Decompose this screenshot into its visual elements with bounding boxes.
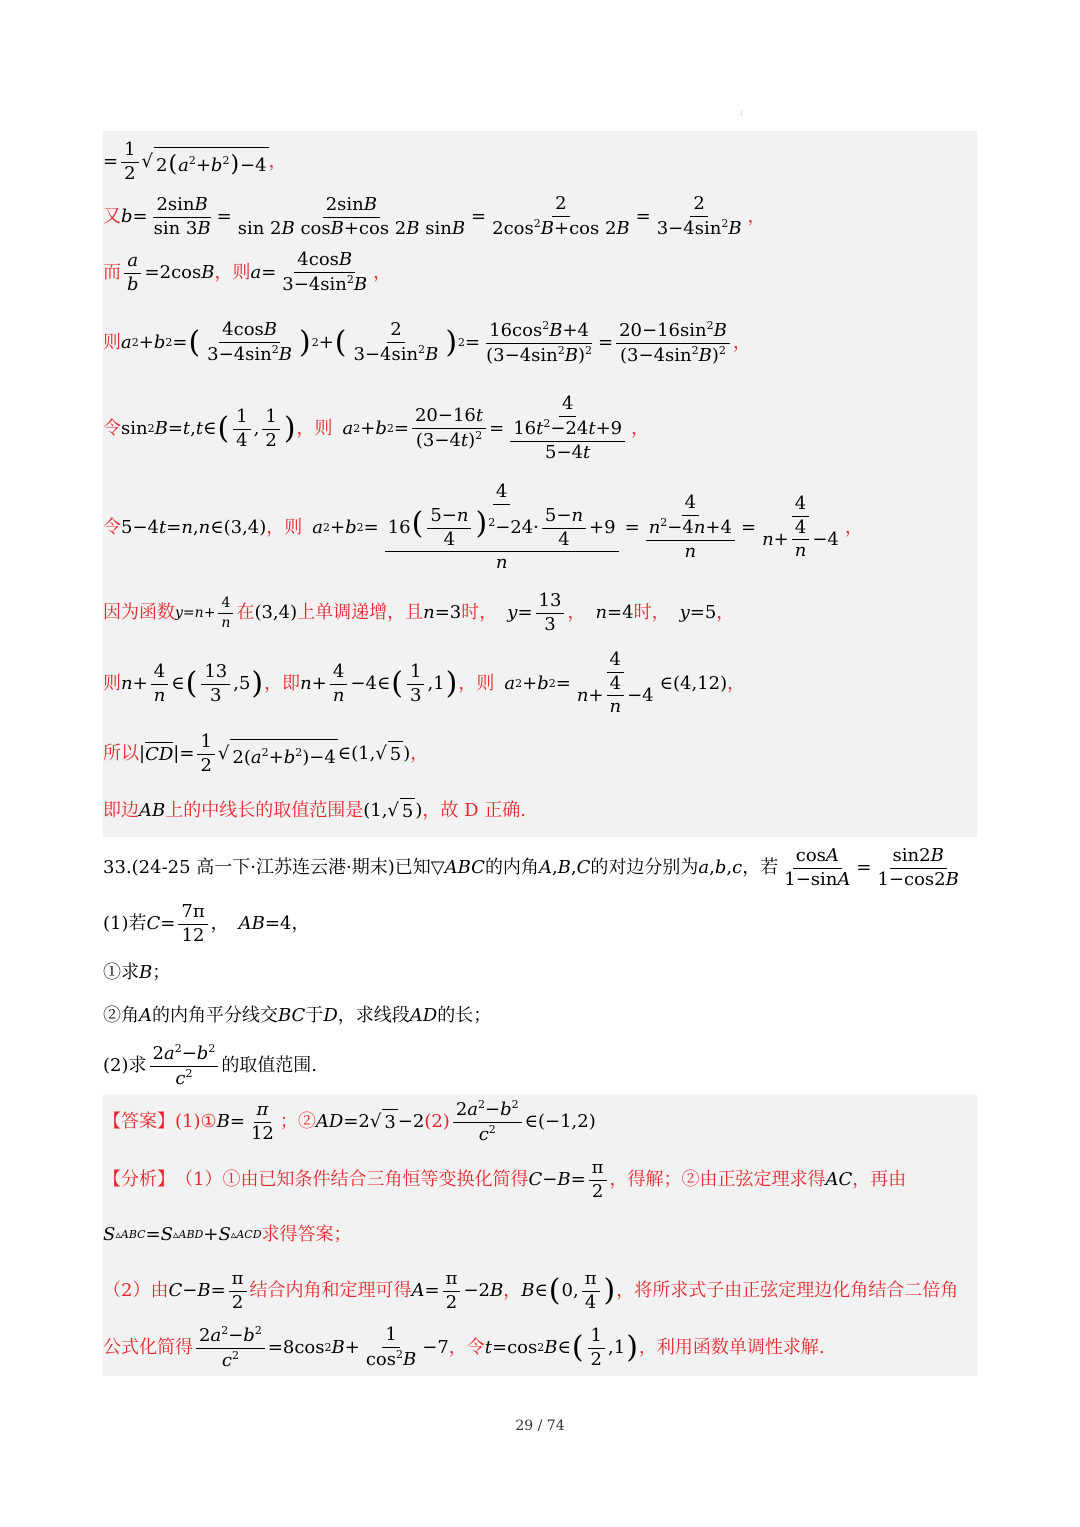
solution-line-7: 因为函数 y =n+ $\frac{4}{n}$ 在 (3,4) 上单调递增，且 n =3 时， y = $\frac{13}{3}$ ， n =4 时， y =5 ， [103,589,735,635]
header-mark: : [740,108,743,117]
solution-line-3: 而 $\frac{a}{b}$ =2cos B ，则 a = $\frac{4\cos B}{3-4\sin^2B}$ ， [103,249,392,295]
analysis-line-4: 公式化简得 $\frac{2a^2-b^2}{c^2}$ =8cos 2 B + $\frac{1}{\cos^2B}$ −7 ，令 t =cos 2 B ∈ ( $\frac{1}{2}$ ,1 ) ，利用函数单调性求解. [103,1323,825,1371]
analysis-line-3: （2）由 C − B = $\frac{\pi}{2}$ 结合内角和定理可得 A = $\frac{\pi}{2}$ −2 B ， B ∈ ( 0, $\frac{\pi}{4}$ ) ，将所求式子由正弦定理边化角结合二倍角 [103,1267,959,1313]
problem-part1: (1)若 C = $\frac{7\pi}{12}$ ， AB =4， [103,900,310,946]
solution-line-5: 令 sin 2 B = t , t ∈ ( $\frac{1}{4}$ , $\frac{1}{2}$ ) ，则 a 2 + b 2 = $\frac{20-16t}{(3-4t)^2}$ = $\frac{4}{\frac{16t^2-24t+9}{5-4t}}$ ， [103,393,650,463]
problem-sub1: ①求 B ； [103,962,171,983]
solution-line-6: 令 5−4 t = n , n ∈(3,4) ，则 a 2 + b 2 = 4 16( $\frac{5-n}{4}$ )$^2$−24· $\frac{5-n}{4}$ +9 n = $\frac{4}{\frac{n^2-4n+4}{n}}$ = 4 n+ $\frac{4}{n}$ −4 ， [103,481,863,574]
problem-part2: (2)求 $\frac{2a^2-b^2}{c^2}$ 的取值范围. [103,1041,318,1089]
problem-sub2: ②角 A 的内角平分线交 BC 于 D ，求线段 AD 的长； [103,1005,492,1026]
problem-stem: 33. (24-25 高一下·江苏连云港·期末) 已知 ▽ ABC 的内角 A , B , C 的对边分别为 a , b , c ，若 $\frac{\cos A}{1-\sin A}$ = $\frac{\sin 2B}{1-\cos 2B}$ [103,844,959,890]
solution-line-4: 则 a 2 + b 2 = ( $\frac{4\cos B}{3-4\sin^2B}$ ) 2 + ( $\frac{2}{3-4\sin^2B}$ ) 2 = $\frac{16\cos^2B+4}{(3-4\sin^2B)^2}$ = $\frac{20-16\sin^2B}{(3-4\sin^2B)^2}$ ， [103,318,751,366]
solution-line-2: 又 b = $\frac{2\sin B}{\sin 3B}$ = $\frac{2\sin B}{\text{sin 2B cosB+cos 2B sinB}}$ = $\frac{2}{2\cos^2B+\cos 2B}$ = $\frac{2}{3-4\sin^2B}$ ， [103,193,766,239]
solution-line-9: 所以 | CD |= $\frac{1}{2}$ √ $2(a^2+b^2)-4$ ∈(1,√ 5 ) ， [103,730,429,776]
page-number: 29 / 74 [515,1418,565,1434]
solution-line-10: 即边 AB 上的中线长的取值范围是 (1,√ 5 ) ，故 D 正确. [103,800,526,822]
analysis-line-1: 【分析】 （1）①由已知条件结合三角恒等变换化简得 C − B = $\frac{\pi}{2}$ ，得解；②由正弦定理求得 AC ，再由 [103,1156,907,1202]
solution-line-1: = $\frac{1}{2}$ √ $2(a^2+b^2)-4$ ， [103,138,287,184]
answer-line: 【答案】 (1)① B = $\frac{\pi}{12}$ ；② AD =2√ 3 −2 (2) $\frac{2a^2-b^2}{c^2}$ ∈(−1,2) [103,1097,596,1145]
solution-line-8: 则 n + $\frac{4}{n}$ ∈ ( $\frac{13}{3}$ ,5 ) ，即 n + $\frac{4}{n}$ −4∈ ( $\frac{1}{3}$ ,1 ) ，则 a 2 + b 2 = 4 n+ $\frac{4}{n}$ −4 ∈(4,12) ， [103,648,746,718]
analysis-line-2: S ▵ABC = S ▵ABD + S ▵ACD 求得答案； [103,1224,352,1245]
